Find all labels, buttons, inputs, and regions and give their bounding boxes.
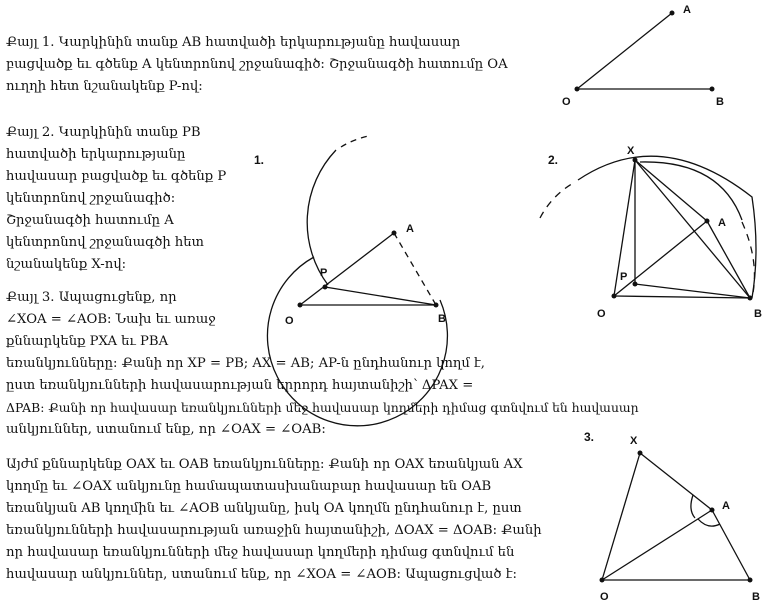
step-2-line: կենտրոնով շրջանագծի հետ [6, 235, 204, 250]
segment-oa [614, 221, 707, 296]
step-4-line: հավասար անկյուններ, ստանում ենք, որ ∠XOA = ∠AOB: Ապացուցված է: [6, 567, 517, 582]
step-4-line: որ հավասար եռանկյունների մեջ հավասար կողմերի դիմաց գտնվում են [6, 545, 515, 560]
point-o [575, 87, 580, 92]
figure-3-lines [602, 453, 750, 580]
segment-xa [640, 453, 712, 510]
step-4-line: Այժմ քննարկենք OAX եւ OAB եռանկյունները: Քանի որ OAX եռանկյան AX [6, 457, 523, 472]
step-3-line: Քայլ 3. Ապացուցենք, որ [6, 290, 177, 305]
step-2-line: կենտրոնով շրջանագիծ: [6, 191, 176, 206]
figure-3-points [600, 451, 753, 583]
step-2-line: հատվածի երկարությանը [6, 147, 186, 162]
segment-pb [325, 287, 436, 305]
step-2-line: նշանակենք X-ով: [6, 257, 127, 272]
label-o: O [562, 96, 571, 108]
step-4-line: եռանկյունների հավասարության առաջին հայտանիշի, ΔOAX = ΔOAB: Քանի [6, 523, 542, 538]
segment-xb [635, 160, 750, 298]
point-b [748, 578, 753, 583]
label-p: P [620, 271, 628, 283]
figure-0-angle [577, 13, 712, 89]
angle-mark-oax [691, 495, 695, 518]
label-o: O [600, 591, 609, 603]
circle-a-arc-dashed [341, 136, 368, 147]
point-a [705, 219, 710, 224]
point-o [612, 294, 617, 299]
step-2-line: հավասար բացվածք եւ գծենք P [6, 169, 227, 184]
label-x: X [630, 435, 638, 447]
label-b: B [754, 308, 762, 320]
point-x [638, 451, 643, 456]
segment-xa [635, 160, 707, 221]
figure-3-number: 3. [584, 430, 595, 444]
point-p [323, 285, 328, 290]
point-o [600, 578, 605, 583]
step-4-line: եռանկյան AB կողմին եւ ∠AOB անկյանը, իսկ OA կողմն ընդհանուր է, ըստ [6, 501, 522, 516]
segment-ab-dashed [394, 233, 436, 305]
step-4-line: կողմը եւ ∠OAX անկյունը համապատասխանաբար հավասար են OAB [6, 479, 492, 494]
label-b: B [716, 96, 724, 108]
step-2-line: Քայլ 2. Կարկինին տանք PB [6, 125, 201, 140]
label-p: P [320, 267, 328, 279]
point-b [748, 296, 753, 301]
segment-ab [707, 221, 750, 298]
label-o: O [597, 308, 606, 320]
label-a: A [718, 217, 726, 229]
step-1-line: Քայլ 1. Կարկինին տանք AB հատվածի երկարությանը հավասար [6, 35, 461, 50]
segment-oa [300, 233, 394, 305]
segment-ab [712, 510, 750, 580]
point-b [434, 303, 439, 308]
circle-a-arc [640, 162, 742, 220]
segment-pb [635, 284, 750, 298]
step-2-line: Շրջանագծի հատումը A [6, 213, 174, 228]
label-x: X [627, 145, 635, 157]
segment-oa [602, 510, 712, 580]
point-o [298, 303, 303, 308]
label-a: A [683, 4, 691, 16]
step-3-line: քննարկենք PXA եւ PBA [6, 334, 169, 349]
label-a: A [722, 500, 730, 512]
step-3-line: եռանկյունները: Քանի որ XP = PB; AX = AB; AP-ն ընդհանուր կողմ է, [6, 356, 485, 371]
step-3-line: ըստ եռանկյունների հավասարության երրորդ հայտանիշի՝ ΔPAX = [6, 378, 474, 393]
figure-1-number: 1. [254, 153, 265, 167]
angle-mark-oab [698, 519, 720, 526]
circle-p-arc [267, 257, 447, 426]
label-b: B [438, 313, 446, 325]
figure-2-number: 2. [548, 153, 559, 167]
point-a [710, 508, 715, 513]
step-1-line: ուղղի հետ նշանակենք P-ով: [6, 79, 203, 94]
ray-oa [577, 13, 672, 89]
point-a [670, 11, 675, 16]
step-1-line: բացվածք եւ գծենք A կենտրոնով շրջանագիծ: Շրջանագծի հատումը OA [6, 57, 508, 72]
label-b: B [752, 591, 760, 603]
figure-0-points [575, 11, 715, 92]
point-p [633, 282, 638, 287]
step-3-line: ∠XOA = ∠AOB: Նախ եւ առաջ [6, 312, 216, 327]
label-a: A [406, 223, 414, 235]
step-3-line: անկյուններ, ստանում ենք, որ ∠OAX = ∠OAB: [6, 422, 326, 437]
point-b [710, 87, 715, 92]
segment-ox [602, 453, 640, 580]
figure-1-lines [267, 136, 447, 426]
point-a [392, 231, 397, 236]
circle-p-arc [578, 156, 756, 298]
step-3-line: ΔPAB: Քանի որ հավասար եռանկյունների մեջ հավասար կողմերի դիմաց գտնվում են հավասար [6, 400, 639, 415]
circle-a-arc [307, 150, 336, 285]
segment-ob [614, 296, 750, 298]
point-x [633, 158, 638, 163]
label-o: O [285, 315, 294, 327]
circle-p-arc-dashed [540, 182, 575, 218]
